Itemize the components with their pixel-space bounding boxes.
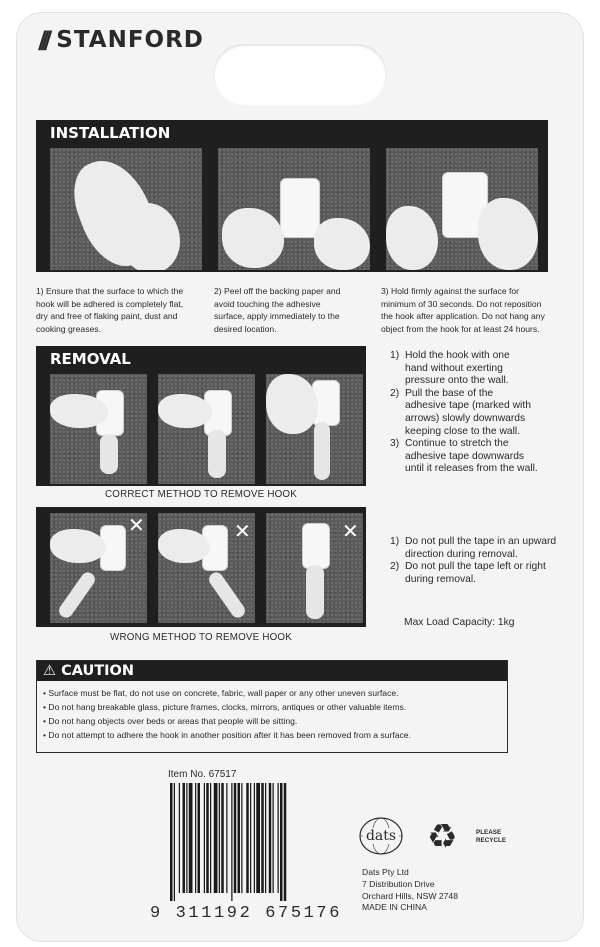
barcode [168, 783, 336, 901]
max-load-capacity: Max Load Capacity: 1kg [404, 617, 515, 628]
barcode-bar [198, 783, 201, 893]
installation-step-3: 3) Hold firmly against the surface for minimum of 30 seconds. Do not reposition the hook after application. Do not hang any object from the hook for at least 24 hours. [381, 286, 545, 334]
barcode-bar [210, 783, 211, 893]
barcode-bar [170, 783, 173, 901]
barcode-bar [246, 783, 249, 893]
barcode-bar [280, 783, 283, 901]
barcode-bar [269, 783, 272, 893]
installation-title: INSTALLATION [50, 124, 171, 142]
removal-panel [36, 346, 366, 486]
barcode-bar [189, 783, 193, 893]
barcode-bar [226, 783, 227, 893]
installation-photo-3 [386, 148, 538, 270]
barcode-bar [186, 783, 187, 893]
removal-step-1: 1) Hold the hook with one hand without exerting pressure onto the wall. [390, 350, 510, 387]
barcode-bar [204, 783, 205, 893]
caution-item: • Do not attempt to adhere the hook in another position after it has been removed from a surface. [43, 730, 411, 740]
barcode-bar [261, 783, 264, 893]
installation-step-2: 2) Peel off the backing paper and avoid touching the adhesive surface, apply immediately to the desired location. [214, 286, 341, 334]
removal-step-3: 3) Continue to stretch the adhesive tape downwards until it releases from the wall. [390, 438, 538, 475]
barcode-bar [174, 783, 175, 901]
barcode-bar [241, 783, 242, 893]
barcode-number: 9 311192 675176 [150, 904, 343, 923]
wrong-x-icon-2: ✕ [234, 519, 251, 543]
dats-logo-text: dats [363, 828, 399, 844]
wrong-x-icon-3: ✕ [342, 519, 359, 543]
wrong-method-steps: 1) Do not pull the tape in an upward direction during removal. 2) Do not pull the tape left or right during removal. [390, 536, 557, 585]
barcode-bar [238, 783, 241, 893]
wrong-x-icon-1: ✕ [128, 513, 145, 537]
barcode-bar [219, 783, 220, 893]
removal-photo-2 [158, 374, 255, 484]
removal-photo-1 [50, 374, 147, 484]
barcode-bar [265, 783, 266, 893]
correct-method-caption: CORRECT METHOD TO REMOVE HOOK [105, 489, 297, 500]
barcode-bar [234, 783, 237, 893]
caution-box [36, 660, 508, 753]
barcode-bar [273, 783, 274, 893]
barcode-bar [183, 783, 186, 893]
caution-header [37, 661, 507, 681]
removal-photo-3 [266, 374, 363, 484]
wrong-method-caption: WRONG METHOD TO REMOVE HOOK [110, 632, 292, 643]
caution-title: CAUTION [61, 663, 135, 679]
recycle-icon: ♻ [427, 817, 458, 857]
barcode-bar [278, 783, 279, 893]
caution-item: • Surface must be flat, do not use on concrete, fabric, wall paper or any other uneven surface. [43, 688, 399, 698]
barcode-bar [221, 783, 224, 893]
installation-photo-2 [218, 148, 370, 270]
installation-step-1: 1) Ensure that the surface to which the hook will be adhered is completely flat, dry and free of flaking paint, dust and cooking greases. [36, 286, 184, 334]
item-number: Item No. 67517 [168, 769, 237, 780]
wrong-method-panel [36, 507, 366, 627]
barcode-bar [284, 783, 287, 901]
brand-name: STANFORD [56, 27, 204, 53]
caution-list [43, 686, 411, 742]
barcode-bar [206, 783, 209, 893]
removal-title: REMOVAL [50, 350, 131, 368]
warning-icon: ⚠ [43, 663, 56, 679]
brand-logo [38, 26, 204, 54]
removal-steps [390, 350, 538, 476]
caution-item: • Do not hang breakable glass, picture frames, clocks, mirrors, antiques or other valuable items. [43, 702, 407, 712]
caution-item: • Do not hang objects over beds or areas that people will be sitting. [43, 716, 298, 726]
company-address: Dats Pty Ltd 7 Distribution Drive Orchard Hills, NSW 2748 MADE IN CHINA [362, 867, 458, 913]
brand-slashes-icon: /// [38, 26, 47, 54]
barcode-bar [256, 783, 260, 893]
hang-hole [213, 44, 387, 106]
recycle-label: PLEASE RECYCLE [476, 829, 507, 844]
barcode-bar [179, 783, 180, 893]
barcode-bar [231, 783, 232, 901]
barcode-bar [195, 783, 196, 893]
installation-panel [36, 120, 548, 272]
barcode-bar [250, 783, 251, 893]
barcode-bar [214, 783, 218, 893]
installation-photo-1 [50, 148, 202, 270]
removal-step-2: 2) Pull the base of the adhesive tape (marked with arrows) slowly downwards keeping close to the wall. [390, 387, 531, 437]
barcode-bar [254, 783, 255, 893]
